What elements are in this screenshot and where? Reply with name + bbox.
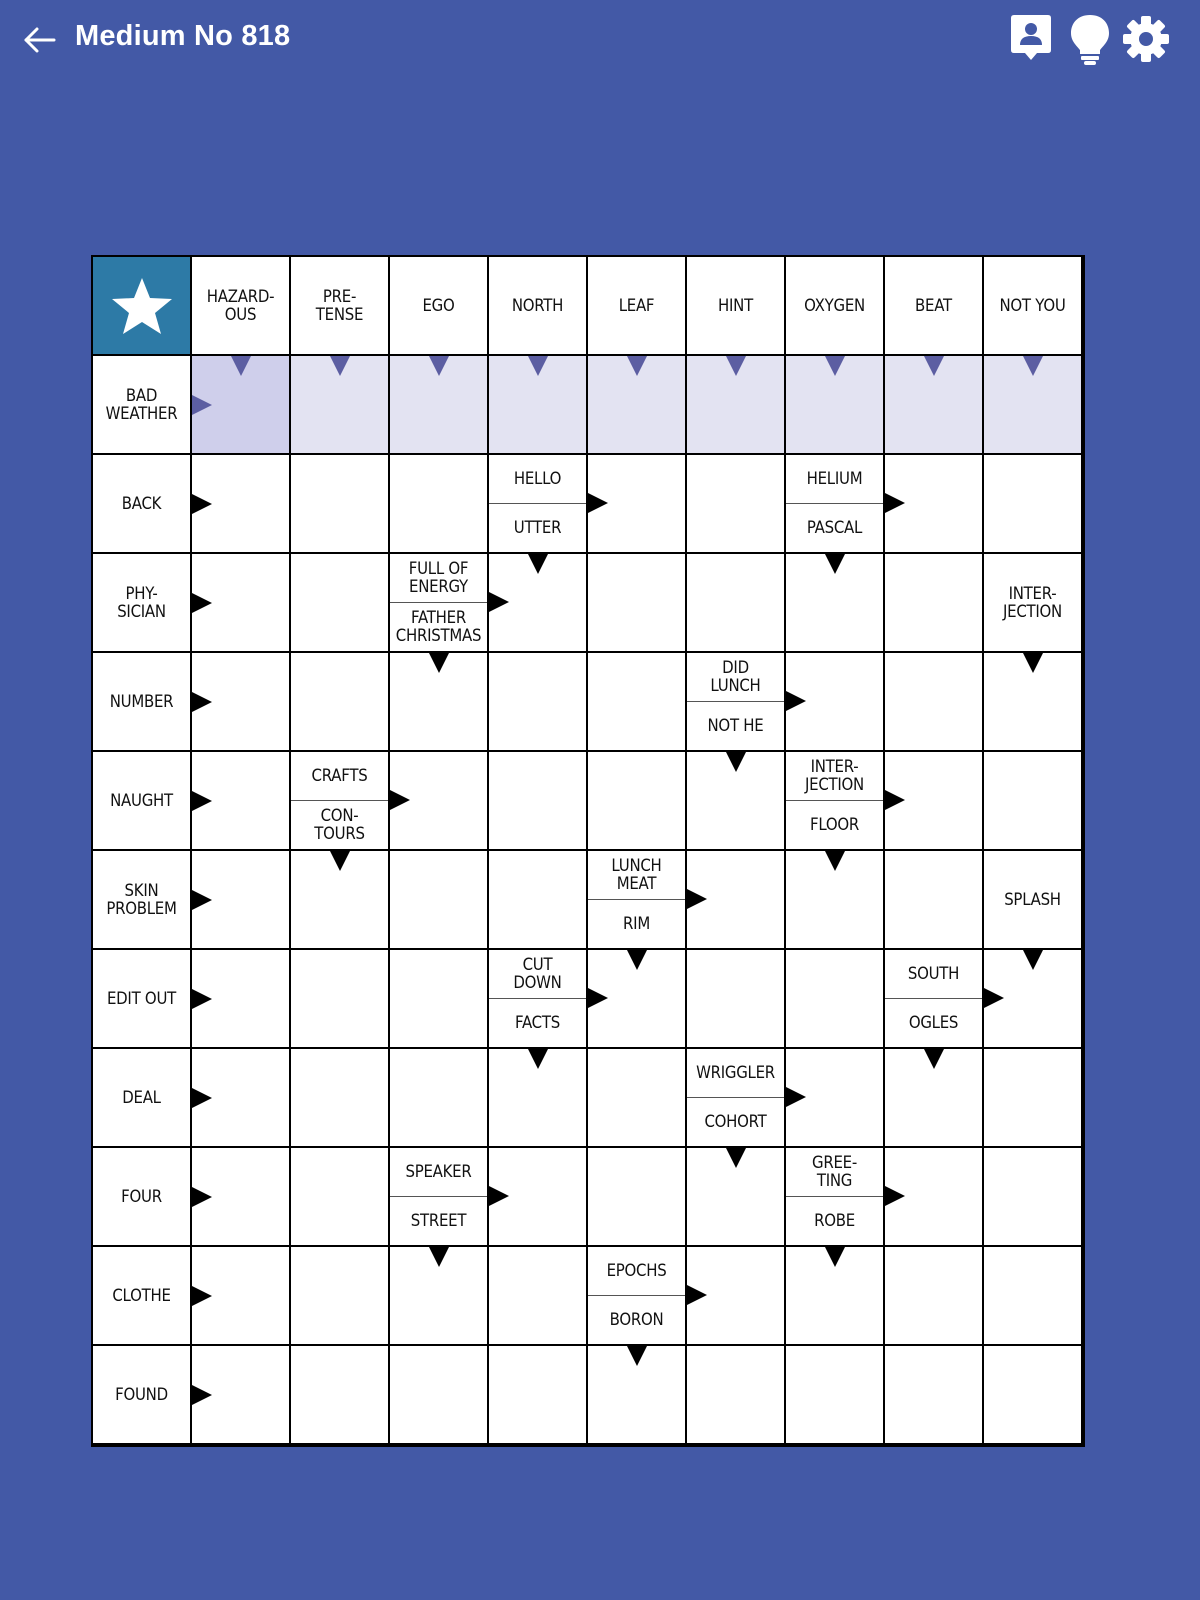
answer-cell[interactable] [786,1346,883,1443]
clue-cell [93,1346,190,1443]
answer-cell[interactable] [390,1049,487,1146]
arrow-right-icon [885,790,905,810]
double-clue-cell [687,653,784,750]
double-clue-cell [489,950,586,1047]
clue-text: BEAT [915,295,952,316]
star-icon [110,274,174,338]
answer-cell[interactable] [489,1346,586,1443]
arrow-right-icon [192,890,212,910]
gear-icon[interactable] [1120,12,1172,66]
answer-cell[interactable] [390,1346,487,1443]
arrow-down-icon [924,356,944,376]
clue-text-down: UTTER [513,518,562,538]
back-arrow-icon[interactable] [18,18,62,62]
clue-text: HINT [718,295,753,316]
double-clue-cell [786,1148,883,1245]
clue-text: BACK [121,493,162,514]
arrow-down-icon [1023,653,1043,673]
arrow-right-icon [192,494,212,514]
clue-text-across: EPOCHS [606,1261,667,1281]
double-clue-cell [687,1049,784,1146]
clue-text: SPLASH [1004,889,1061,910]
arrow-down-icon [231,356,251,376]
clue-text: OXYGEN [804,295,865,316]
clue-text-across: LUNCH MEAT [611,856,662,894]
double-clue-cell [588,1247,685,1344]
clue-cell [984,554,1081,651]
clue-text: FOUND [115,1384,168,1405]
answer-cell[interactable] [984,1148,1081,1245]
answer-cell[interactable] [588,752,685,849]
arrow-right-icon [192,791,212,811]
arrow-right-icon [984,988,1004,1008]
arrow-right-icon [390,790,410,810]
arrow-down-icon [825,554,845,574]
answer-cell[interactable] [687,950,784,1047]
clue-text-down: PASCAL [806,518,863,538]
clue-text: BAD WEATHER [105,385,178,424]
answer-cell[interactable] [291,1049,388,1146]
arrow-down-icon [528,554,548,574]
clue-text-down: COHORT [704,1112,767,1132]
arrow-right-icon [687,1285,707,1305]
clue-text: HAZARD- OUS [206,286,275,325]
clue-text-down: ROBE [814,1211,855,1231]
answer-cell[interactable] [885,851,982,948]
clue-text: LEAF [618,295,655,316]
clue-cell [984,257,1081,354]
star-corner-cell [93,257,190,354]
clue-text: EGO [422,295,455,316]
arrow-down-icon [726,1148,746,1168]
arrow-right-icon [489,1186,509,1206]
answer-cell[interactable] [291,653,388,750]
arrow-down-icon [924,1049,944,1069]
back-button[interactable] [18,18,62,62]
clue-text-down: STREET [410,1211,467,1231]
arrow-down-icon [627,950,647,970]
double-clue-cell [291,752,388,849]
answer-cell[interactable] [588,653,685,750]
clue-cell [291,257,388,354]
answer-cell[interactable] [885,1247,982,1344]
clue-cell [93,851,190,948]
clue-text: FOUR [121,1186,162,1207]
answer-cell[interactable] [885,1346,982,1443]
clue-text-down: FACTS [515,1013,560,1033]
arrow-down-icon [1023,950,1043,970]
arrow-right-icon [588,493,608,513]
arrow-right-icon [192,593,212,613]
clue-text: SKIN PROBLEM [106,880,177,919]
answer-cell[interactable] [588,1148,685,1245]
double-clue-cell [588,851,685,948]
clue-text-across: INTER- JECTION [805,757,864,795]
clue-text-across: GREE- TING [812,1153,857,1191]
clue-cell [93,752,190,849]
clue-cell [93,455,190,552]
answer-cell[interactable] [390,851,487,948]
answer-cell[interactable] [687,455,784,552]
arrow-right-icon [192,1385,212,1405]
clue-text-down: FLOOR [809,815,860,835]
clue-cell [93,356,190,453]
answer-cell[interactable] [687,1346,784,1443]
clue-text: PRE- TENSE [315,286,364,325]
answer-cell[interactable] [390,455,487,552]
arrow-right-icon [885,1186,905,1206]
arrow-right-icon [489,592,509,612]
top-bar [0,0,1200,80]
clue-text: CLOTHE [112,1285,171,1306]
answer-cell[interactable] [291,1247,388,1344]
clue-text-down: NOT HE [707,716,764,736]
clue-cell [588,257,685,354]
arrow-down-icon [429,653,449,673]
arrow-down-icon [1023,356,1043,376]
clue-text-across: WRIGGLER [696,1063,775,1083]
arrow-right-icon [786,1087,806,1107]
clue-cell [489,257,586,354]
clue-text: NUMBER [109,691,174,712]
answer-cell[interactable] [291,950,388,1047]
answer-cell[interactable] [984,1247,1081,1344]
answer-cell[interactable] [489,653,586,750]
answer-cell[interactable] [984,1346,1081,1443]
arrow-down-icon [330,851,350,871]
double-clue-cell [786,455,883,552]
clue-text-down: FATHER CHRISTMAS [395,608,482,646]
page-title: Medium No 818 [75,20,291,52]
lightbulb-icon[interactable] [1064,12,1116,66]
clue-cell [93,554,190,651]
answer-cell[interactable] [291,455,388,552]
double-clue-cell [390,554,487,651]
clue-text-across: SPEAKER [405,1162,472,1182]
clue-cell [93,653,190,750]
arrow-down-icon [825,851,845,871]
answer-cell[interactable] [489,752,586,849]
clue-text: PHY- SICIAN [117,583,166,622]
answer-cell[interactable] [291,1148,388,1245]
answer-cell[interactable] [687,554,784,651]
arrow-right-icon [687,889,707,909]
clue-text-across: HELLO [513,469,562,489]
arrow-down-icon [528,356,548,376]
arrow-right-icon [786,691,806,711]
arrow-right-icon [588,988,608,1008]
answer-cell[interactable] [885,554,982,651]
double-clue-cell [786,752,883,849]
clue-cell [687,257,784,354]
clue-cell [786,257,883,354]
clue-text-down: BORON [609,1310,664,1330]
answer-cell[interactable] [588,1049,685,1146]
clue-cell [885,257,982,354]
clue-text-down: RIM [623,914,650,934]
clue-cell [984,851,1081,948]
answer-cell[interactable] [489,851,586,948]
arrow-down-icon [726,752,746,772]
answer-cell[interactable] [885,653,982,750]
clue-cell [192,257,289,354]
arrow-down-icon [528,1049,548,1069]
arrow-right-icon [192,1088,212,1108]
puzzle-grid [91,255,1085,1447]
answer-cell[interactable] [291,554,388,651]
double-clue-cell [885,950,982,1047]
double-clue-cell [390,1148,487,1245]
answer-cell[interactable] [984,455,1081,552]
arrow-down-icon [429,1247,449,1267]
arrow-down-icon [825,356,845,376]
clue-text-down: CON- TOURS [314,806,365,844]
answer-cell[interactable] [786,950,883,1047]
clue-text: INTER- JECTION [1003,583,1062,622]
arrow-down-icon [726,356,746,376]
clue-text-across: DID LUNCH [710,658,761,696]
arrow-right-icon [192,692,212,712]
clue-text: EDIT OUT [106,988,177,1009]
answer-cell[interactable] [390,950,487,1047]
answer-cell[interactable] [489,1247,586,1344]
clue-cell [93,1049,190,1146]
arrow-right-icon [885,493,905,513]
answer-cell[interactable] [984,1049,1081,1146]
arrow-down-icon [429,356,449,376]
clue-text: NORTH [511,295,564,316]
clue-text-across: SOUTH [907,964,960,984]
arrow-down-icon [627,356,647,376]
clue-text-across: CRAFTS [311,766,368,786]
arrow-down-icon [825,1247,845,1267]
clue-text: NOT YOU [999,295,1066,316]
arrow-down-icon [627,1346,647,1366]
clue-cell [93,1148,190,1245]
double-clue-cell [489,455,586,552]
clue-text-down: OGLES [908,1013,959,1033]
arrow-right-icon [192,989,212,1009]
arrow-right-icon [192,1286,212,1306]
clue-text-across: HELIUM [806,469,863,489]
clue-cell [390,257,487,354]
arrow-down-icon [330,356,350,376]
clue-text: NAUGHT [110,790,173,811]
answer-cell[interactable] [984,752,1081,849]
clue-cell [93,950,190,1047]
answer-cell[interactable] [588,554,685,651]
clue-text-across: CUT DOWN [513,955,562,993]
clue-cell [93,1247,190,1344]
answer-cell[interactable] [291,1346,388,1443]
arrow-right-icon [192,1187,212,1207]
clue-text: DEAL [122,1087,161,1108]
clue-text-across: FULL OF ENERGY [408,559,469,597]
arrow-right-icon [192,395,212,415]
profile-badge-icon[interactable] [1005,12,1057,66]
